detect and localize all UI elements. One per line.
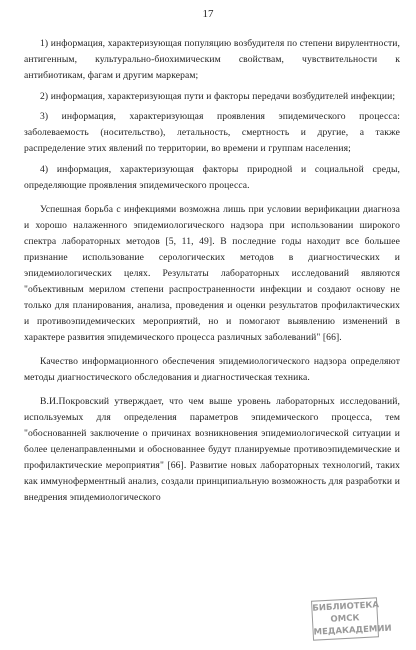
stamp-line-3: МЕДАКАДЕМИИ [313,623,392,638]
body-text [24,36,400,510]
library-stamp [311,597,392,640]
page-number: 17 [202,8,214,20]
stamp-line-1: БИБЛИОТЕКА [312,600,380,614]
paragraph-6: Качество информационного обеспечения эпидемиологического надзора определяют методы диагностического обследования и диагностическая техника. [24,355,400,383]
paragraph-2: 2) информация, характеризующая пути и факторы передачи возбудителей инфекции; [40,90,396,102]
stamp-line-2: ОМСК [330,613,360,625]
paragraph-1: 1) информация, характеризующая популяцию возбудителя по степени вирулентности, антигенным, культурально-биохимическим свойствам, чувствительности к антибиотикам, фагам и другим маркерам; [24,38,400,81]
paragraph-7: В.И.Покровский утверждает, что чем выше уровень лабораторных исследований, используемых для определения параметров эпидемического процесса, тем "обоснованней заключение о причинах возникновения эпидемиологической ситуации и более целенаправленными и обоснованнее будут планируемые противоэпидемические и профилактические мероприятия" [66]. Развитие новых лабораторных технологий, таких как иммуноферментный анализ, создали принципиальную возможность для разработки и внедрения эпидемиологического [24,395,400,503]
paragraph-5: Успешная борьба с инфекциями возможна лишь при условии верификации диагноза и хорошо налаженного эпидемиологического надзора при использовании широкого спектра лабораторных методов [5, 11, 49]. В последние годы находит все большее признание использование серологических методов в диагностических и эпидемиологических целях. Результаты лабораторных исследований являются "объективным мерилом степени распространенности инфекции и создают основу не только для планирования, анализа, проведения и оценки результатов профилактических и противоэпидемических мероприятий, но и помогают выявлению изменений в характере развития эпидемического процесса различных заболеваний" [66]. [24,203,400,343]
paragraph-4: 4) информация, характеризующая факторы природной и социальной среды, определяющие проявления эпидемического процесса. [24,163,400,191]
paragraph-3: 3) информация, характеризующая проявления эпидемического процесса: заболеваемость (носительство), летальность, смертность и другие, а также распределение этих явлений по территории, во времени и группам населения; [24,111,400,154]
